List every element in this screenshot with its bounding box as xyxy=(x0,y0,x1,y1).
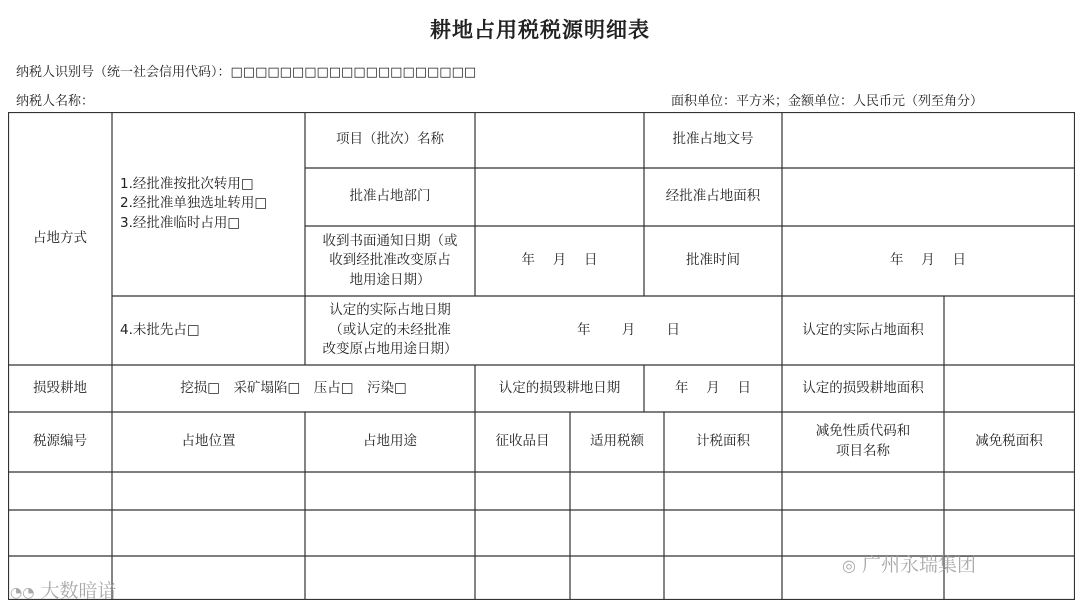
form-title: 耕地占用税税源明细表 xyxy=(430,18,650,42)
actual-date-label: 认定的实际占地日期 （或认定的未经批准 改变原占地用途日期） xyxy=(322,302,458,358)
damage-area-label: 认定的损毁耕地面积 xyxy=(802,379,924,396)
approved-area-value[interactable] xyxy=(782,168,1074,226)
col-header-relief-code: 减免性质代码和 项目名称 xyxy=(815,423,911,459)
approval-time-value[interactable]: 年 月 日 xyxy=(889,252,967,269)
watermark-left: ◔◔ 大数暗谙 xyxy=(10,580,117,602)
actual-area-label: 认定的实际占地面积 xyxy=(802,321,924,338)
watermark-right: ◎ 广州永瑞集团 xyxy=(842,554,977,576)
approval-dept-value[interactable] xyxy=(475,168,644,226)
notice-date-value[interactable]: 年 月 日 xyxy=(521,252,598,269)
col-header-tax-rate: 适用税额 xyxy=(590,433,644,450)
approval-dept-label: 批准占地部门 xyxy=(349,188,431,205)
tax-source-table xyxy=(8,112,1075,600)
actual-area-value[interactable] xyxy=(944,296,1074,365)
occupancy-options: 1.经批准按批次转用□ 2.经批准单独选址转用□ 3.经批准临时占用□ xyxy=(120,175,268,231)
units-note: 面积单位：平方米；金额单位：人民币元（列至角分） xyxy=(671,94,984,109)
taxpayer-id-label: 纳税人识别号（统一社会信用代码）：□□□□□□□□□□□□□□□□□□□□ xyxy=(16,65,477,80)
unapproved-option: 4.未批先占□ xyxy=(120,321,200,338)
damage-area-value[interactable] xyxy=(944,365,1074,412)
col-header-taxable-area: 计税面积 xyxy=(696,433,750,450)
table-row[interactable] xyxy=(8,472,1074,510)
col-header-purpose: 占地用途 xyxy=(363,433,417,450)
taxpayer-name-label: 纳税人名称： xyxy=(16,94,95,109)
approved-area-label: 经批准占地面积 xyxy=(665,188,761,205)
col-header-location: 占地位置 xyxy=(181,433,236,450)
notice-date-label: 收到书面通知日期（或 收到经批准改变原占 地用途日期） xyxy=(322,232,458,288)
wechat-icon: ◎ xyxy=(842,556,856,575)
project-name-label: 项目（批次）名称 xyxy=(336,131,444,148)
damage-date-label: 认定的损毁耕地日期 xyxy=(498,379,621,396)
damage-header: 损毁耕地 xyxy=(33,379,87,396)
col-header-levy-item: 征收品目 xyxy=(495,433,550,450)
approval-doc-no-value[interactable] xyxy=(782,112,1074,168)
col-header-source-no: 税源编号 xyxy=(33,433,87,450)
damage-date-value[interactable]: 年 月 日 xyxy=(674,379,752,396)
project-name-value[interactable] xyxy=(475,112,644,168)
occupancy-header: 占地方式 xyxy=(33,229,87,246)
actual-date-value[interactable]: 年 月 日 xyxy=(576,321,681,338)
approval-time-label: 批准时间 xyxy=(686,252,740,269)
weibo-icon: ◔◔ xyxy=(10,585,35,601)
damage-types: 挖损□ 采矿塌陷□ 压占□ 污染□ xyxy=(180,379,407,396)
approval-doc-no-label: 批准占地文号 xyxy=(672,131,754,148)
col-header-relief-area: 减免税面积 xyxy=(975,433,1043,450)
